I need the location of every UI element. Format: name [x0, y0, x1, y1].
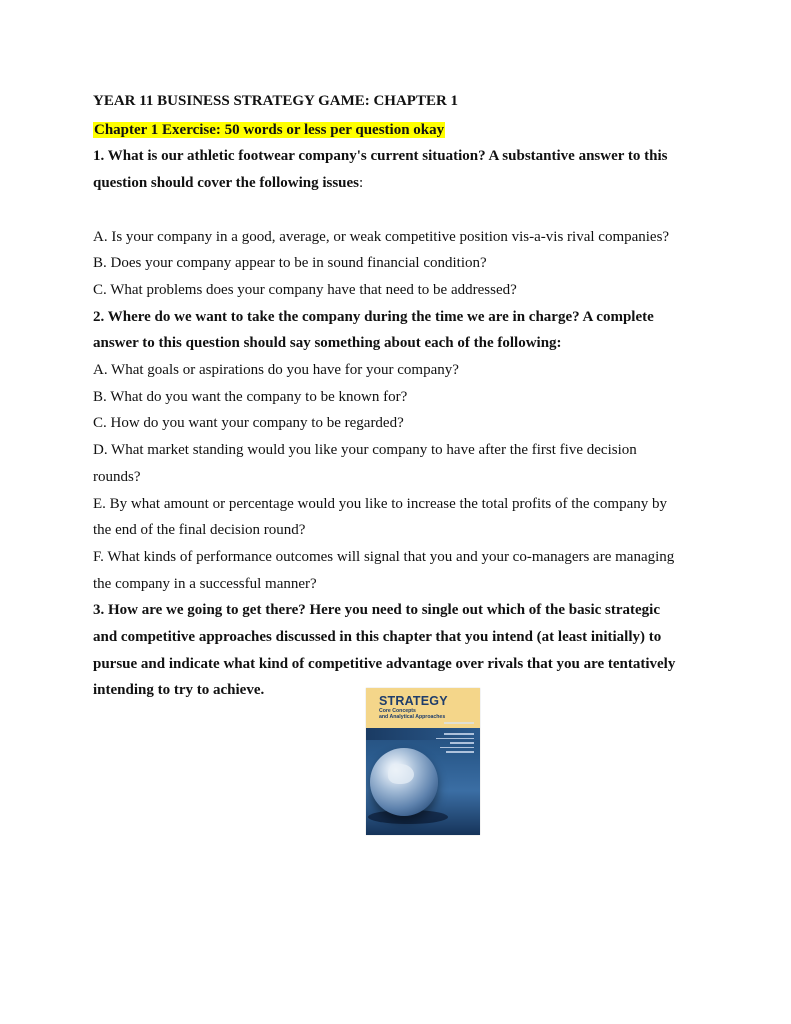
exercise-heading-highlight: Chapter 1 Exercise: 50 words or less per question okay	[94, 121, 445, 138]
globe-continent	[388, 764, 414, 784]
book-cover-title: STRATEGY	[379, 694, 448, 708]
question-1-item-c: C. What problems does your company have that need to be addressed?	[93, 281, 517, 298]
question-2-item-e-cont: the end of the final decision round?	[93, 522, 306, 539]
question-2-item-e: E. By what amount or percentage would you like to increase the total profits of the company by	[93, 495, 668, 512]
exercise-heading	[93, 117, 713, 144]
question-2-line-1: 2. Where do we want to take the company during the time we are in charge? A complete	[93, 308, 654, 325]
globe-icon	[370, 748, 438, 816]
book-cover-subtitle-line-1: Core Concepts	[379, 708, 416, 714]
book-cover-author-text-lines	[428, 733, 474, 756]
question-1-item-b: B. Does your company appear to be in sound financial condition?	[93, 255, 487, 272]
book-cover-subtitle-line-2: and Analytical Approaches	[379, 714, 446, 720]
spacer	[93, 197, 713, 224]
question-2-item-d: D. What market standing would you like your company to have after the first five decision	[93, 442, 637, 459]
question-2-item-f: F. What kinds of performance outcomes will signal that you and your co-managers are managing	[93, 548, 675, 565]
question-2-line-2: answer to this question should say something about each of the following:	[93, 335, 562, 352]
question-1-line-2	[93, 170, 713, 197]
question-1-item-a: A. Is your company in a good, average, or weak competitive position vis-a-vis rival companies?	[93, 228, 670, 245]
document-body	[93, 88, 713, 704]
question-3-line-3: pursue and indicate what kind of competitive advantage over rivals that you are tentatively	[93, 655, 676, 672]
book-cover-image	[366, 688, 480, 835]
question-3-line-2: and competitive approaches discussed in this chapter that you intend (at least initially) to	[93, 629, 662, 646]
question-3-line-1: 3. How are we going to get there? Here you need to single out which of the basic strategic	[93, 602, 661, 619]
book-cover-subtitle	[379, 708, 469, 720]
question-2-item-b: B. What do you want the company to be known for?	[93, 388, 408, 405]
question-1-line-1: 1. What is our athletic footwear company's current situation? A substantive answer to this	[93, 148, 668, 165]
question-1-line-2-text: question should cover the following issues	[93, 175, 360, 192]
question-2-item-d-cont: rounds?	[93, 468, 141, 485]
question-2-item-a: A. What goals or aspirations do you have for your company?	[93, 362, 459, 379]
book-cover-header	[366, 688, 480, 729]
question-2-item-f-cont: the company in a successful manner?	[93, 575, 317, 592]
book-cover-edition-mark	[444, 722, 474, 724]
question-1-line-2-colon: :	[359, 175, 364, 192]
question-2-item-c: C. How do you want your company to be regarded?	[93, 415, 404, 432]
document-title: YEAR 11 BUSINESS STRATEGY GAME: CHAPTER 1	[93, 93, 459, 109]
question-3-line-4: intending to try to achieve.	[93, 682, 265, 699]
